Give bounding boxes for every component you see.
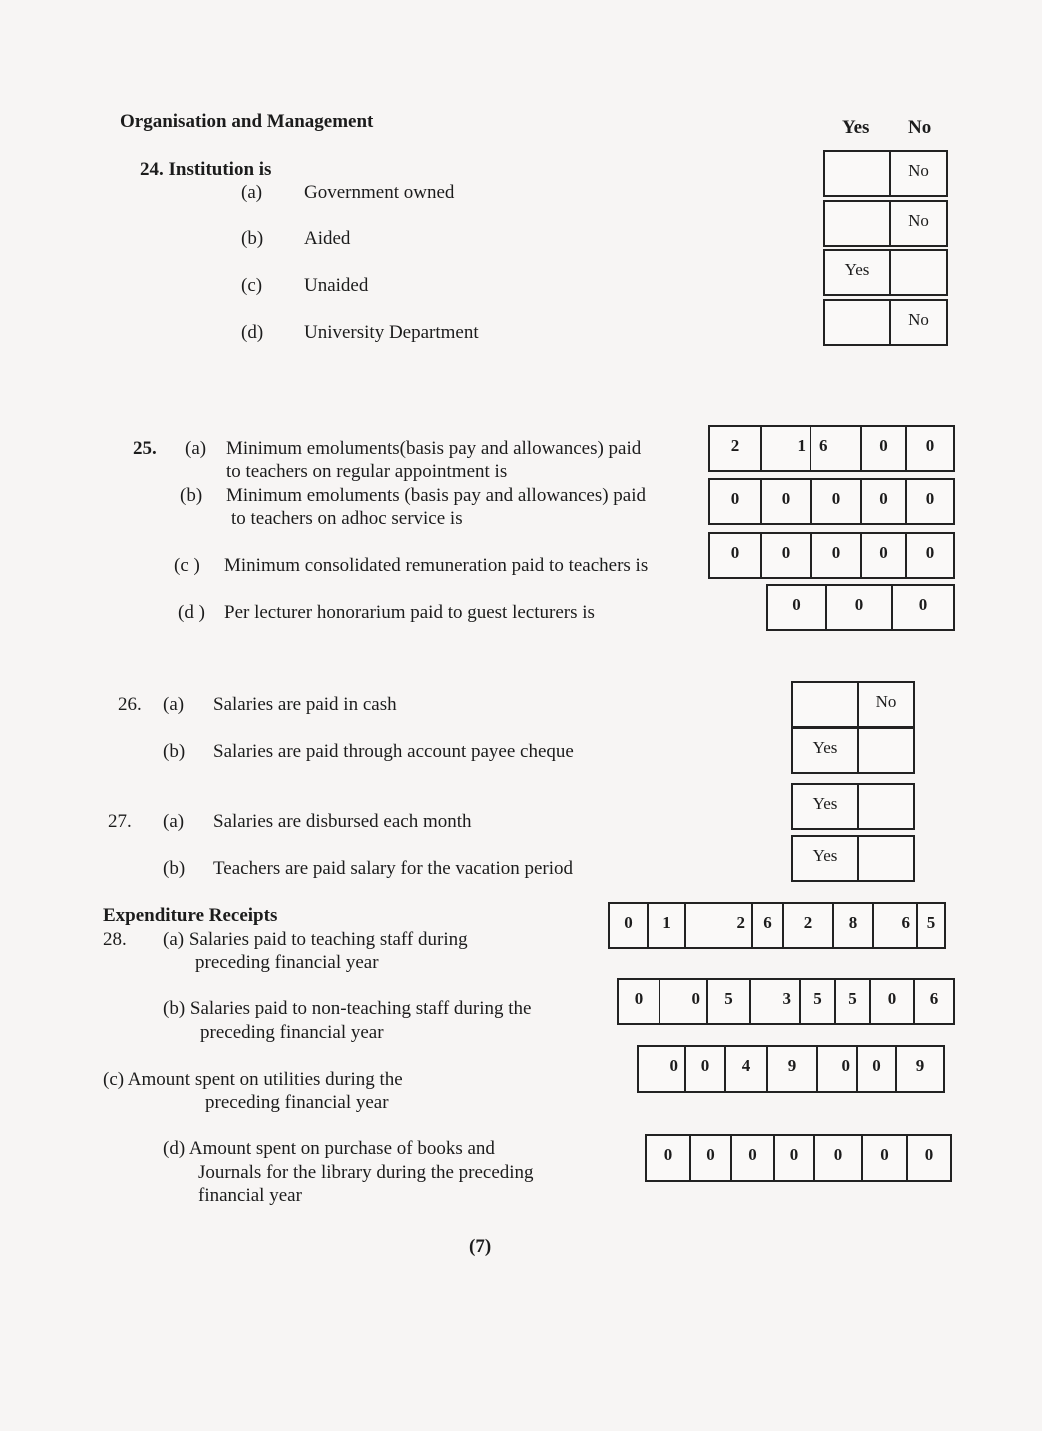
q28-a-line2: preceding financial year (195, 952, 379, 973)
yes-cell[interactable]: Yes (812, 738, 838, 757)
q28-d-line3: financial year (198, 1185, 302, 1206)
q25-a-letter: (a) (185, 438, 207, 459)
q28-b-line1: (b) Salaries paid to non-teaching staff during the (163, 998, 532, 1019)
q28-a-line1: (a) Salaries paid to teaching staff during (163, 929, 468, 950)
yes-cell[interactable] (825, 301, 889, 344)
digit-cell[interactable]: 0 (905, 427, 953, 470)
digit-cell[interactable]: 5 (706, 980, 749, 1023)
digit-cell[interactable]: 0 (760, 480, 810, 523)
no-cell[interactable] (857, 729, 913, 772)
q28-b-line2: preceding financial year (200, 1022, 384, 1043)
q25-a-line2: to teachers on regular appointment is (226, 461, 508, 482)
digit-cell[interactable]: 8 (832, 904, 872, 947)
digit-cell[interactable]: 0 (869, 980, 913, 1023)
q25-d-digit-box[interactable] (766, 584, 955, 631)
digit-cell[interactable]: 0 (860, 480, 905, 523)
q27-a-text: Salaries are disbursed each month (213, 811, 472, 832)
column-header-yes: Yes (842, 117, 870, 138)
yes-cell[interactable] (825, 152, 889, 195)
q28-c-digit-box[interactable] (637, 1045, 945, 1093)
digit-cell[interactable]: 0 (856, 1047, 895, 1091)
q27-a-letter: (a) (163, 811, 185, 832)
digit-cell[interactable]: 4 (724, 1047, 766, 1091)
digit-cell[interactable]: 0 (634, 989, 644, 1008)
digit-cell[interactable]: 0 (730, 489, 740, 508)
no-cell[interactable]: No (889, 152, 946, 195)
q28-a-digit-box[interactable] (608, 902, 946, 949)
q26-a-letter: (a) (163, 694, 185, 715)
q25-number: 25. (133, 438, 157, 459)
q24-title: 24. Institution is (140, 159, 272, 180)
digit-cell[interactable]: 1 (647, 904, 684, 947)
q28-d-line2: Journals for the library during the preceding (198, 1162, 534, 1183)
q25-d-line1: Per lecturer honorarium paid to guest lecturers is (224, 602, 595, 623)
q28-c-line1: (c) Amount spent on utilities during the (103, 1069, 403, 1090)
q24-c-yes-no-box[interactable] (823, 249, 948, 296)
digit-cell[interactable]: 2 (684, 904, 751, 947)
q24-c-letter: (c) (241, 275, 263, 296)
q25-b-line2: to teachers on adhoc service is (231, 508, 463, 529)
q26-b-text: Salaries are paid through account payee cheque (213, 741, 574, 762)
page-number: (7) (469, 1236, 492, 1257)
digit-cell[interactable]: 0 (860, 427, 905, 470)
q26-a-text: Salaries are paid in cash (213, 694, 397, 715)
digit-cell[interactable]: 6 (751, 904, 782, 947)
digit-cell[interactable]: 2 (782, 904, 832, 947)
q25-b-digit-box[interactable] (708, 478, 955, 525)
digit-cell[interactable]: 0 (663, 1145, 673, 1164)
digit-cell[interactable]: 0 (760, 534, 810, 577)
q27-a-yes-no-box[interactable] (791, 783, 915, 830)
q28-number: 28. (103, 929, 127, 950)
digit-cell[interactable]: 2 (730, 436, 740, 455)
q28-c-line2: preceding financial year (205, 1092, 389, 1113)
q24-a-letter: (a) (241, 182, 263, 203)
q27-b-letter: (b) (163, 858, 186, 879)
q25-c-digit-box[interactable] (708, 532, 955, 579)
no-cell[interactable]: No (889, 301, 946, 344)
no-cell[interactable] (889, 251, 946, 294)
no-cell[interactable] (857, 785, 913, 828)
q28-d-line1: (d) Amount spent on purchase of books and (163, 1138, 495, 1159)
q26-b-letter: (b) (163, 741, 186, 762)
q26-a-yes-no-box[interactable] (791, 681, 915, 728)
q24-d-yes-no-box[interactable] (823, 299, 948, 346)
digit-cell[interactable]: 0 (861, 1136, 906, 1180)
digit-cell[interactable]: 5 (799, 980, 834, 1023)
no-cell[interactable] (857, 837, 913, 880)
q26-b-yes-no-box[interactable] (791, 727, 915, 774)
digit-cell[interactable]: 0 (825, 586, 891, 629)
yes-cell[interactable]: Yes (812, 794, 838, 813)
digit-cell[interactable]: 0 (730, 1136, 773, 1180)
q27-b-text: Teachers are paid salary for the vacation period (213, 858, 574, 879)
digit-cell[interactable]: 1 (760, 427, 810, 470)
digit-cell[interactable]: 0 (906, 1136, 950, 1180)
q25-c-line1: Minimum consolidated remuneration paid to teachers is (224, 555, 649, 576)
digit-cell[interactable]: 0 (810, 480, 860, 523)
digit-cell[interactable]: 0 (792, 595, 801, 614)
digit-cell[interactable]: 0 (816, 1047, 856, 1091)
q26-number: 26. (118, 694, 142, 715)
digit-cell[interactable]: 6 (872, 904, 916, 947)
digit-cell[interactable]: 5 (834, 980, 869, 1023)
digit-cell[interactable]: 0 (905, 534, 953, 577)
q24-a-yes-no-box[interactable] (823, 150, 948, 197)
yes-cell[interactable]: Yes (844, 260, 870, 279)
section-heading-expenditure: Expenditure Receipts (103, 905, 278, 926)
q28-b-digit-box[interactable] (617, 978, 955, 1025)
q25-b-line1: Minimum emoluments (basis pay and allowances) paid (226, 485, 647, 506)
q27-number: 27. (108, 811, 132, 832)
q24-b-text: Aided (304, 228, 351, 249)
q24-b-yes-no-box[interactable] (823, 200, 948, 247)
digit-cell[interactable]: 6 (810, 427, 860, 470)
digit-cell[interactable]: 0 (669, 1056, 678, 1075)
q28-d-digit-box[interactable] (645, 1134, 952, 1182)
q24-c-text: Unaided (304, 275, 369, 296)
no-cell[interactable]: No (889, 202, 946, 245)
q25-d-letter: (d ) (178, 602, 205, 623)
yes-cell[interactable] (825, 202, 889, 245)
digit-cell[interactable]: 0 (905, 480, 953, 523)
q24-d-letter: (d) (241, 322, 264, 343)
digit-cell[interactable]: 0 (810, 534, 860, 577)
digit-cell[interactable]: 0 (689, 1136, 730, 1180)
digit-cell[interactable]: 0 (860, 534, 905, 577)
section-heading-organisation: Organisation and Management (120, 111, 374, 132)
q24-b-letter: (b) (241, 228, 264, 249)
q24-d-text: University Department (304, 322, 479, 343)
q25-b-letter: (b) (180, 485, 203, 506)
digit-cell[interactable]: 0 (813, 1136, 861, 1180)
digit-cell[interactable]: 3 (749, 980, 799, 1023)
q25-c-letter: (c ) (174, 555, 200, 576)
column-header-no: No (908, 117, 932, 138)
digit-cell[interactable]: 5 (916, 904, 944, 947)
digit-cell[interactable]: 0 (773, 1136, 813, 1180)
digit-cell[interactable]: 0 (659, 980, 706, 1023)
q24-a-text: Government owned (304, 182, 455, 203)
no-cell[interactable]: No (857, 683, 913, 726)
digit-cell[interactable]: 9 (766, 1047, 816, 1091)
digit-cell[interactable]: 0 (730, 543, 740, 562)
digit-cell[interactable]: 9 (895, 1047, 943, 1091)
yes-cell[interactable] (793, 683, 857, 726)
digit-cell[interactable]: 6 (913, 980, 953, 1023)
digit-cell[interactable]: 0 (684, 1047, 724, 1091)
q27-b-yes-no-box[interactable] (791, 835, 915, 882)
digit-cell[interactable]: 0 (624, 913, 633, 932)
digit-cell[interactable]: 0 (891, 586, 953, 629)
q25-a-digit-box[interactable] (708, 425, 955, 472)
yes-cell[interactable]: Yes (812, 846, 838, 865)
q25-a-line1: Minimum emoluments(basis pay and allowances) paid (226, 438, 642, 459)
